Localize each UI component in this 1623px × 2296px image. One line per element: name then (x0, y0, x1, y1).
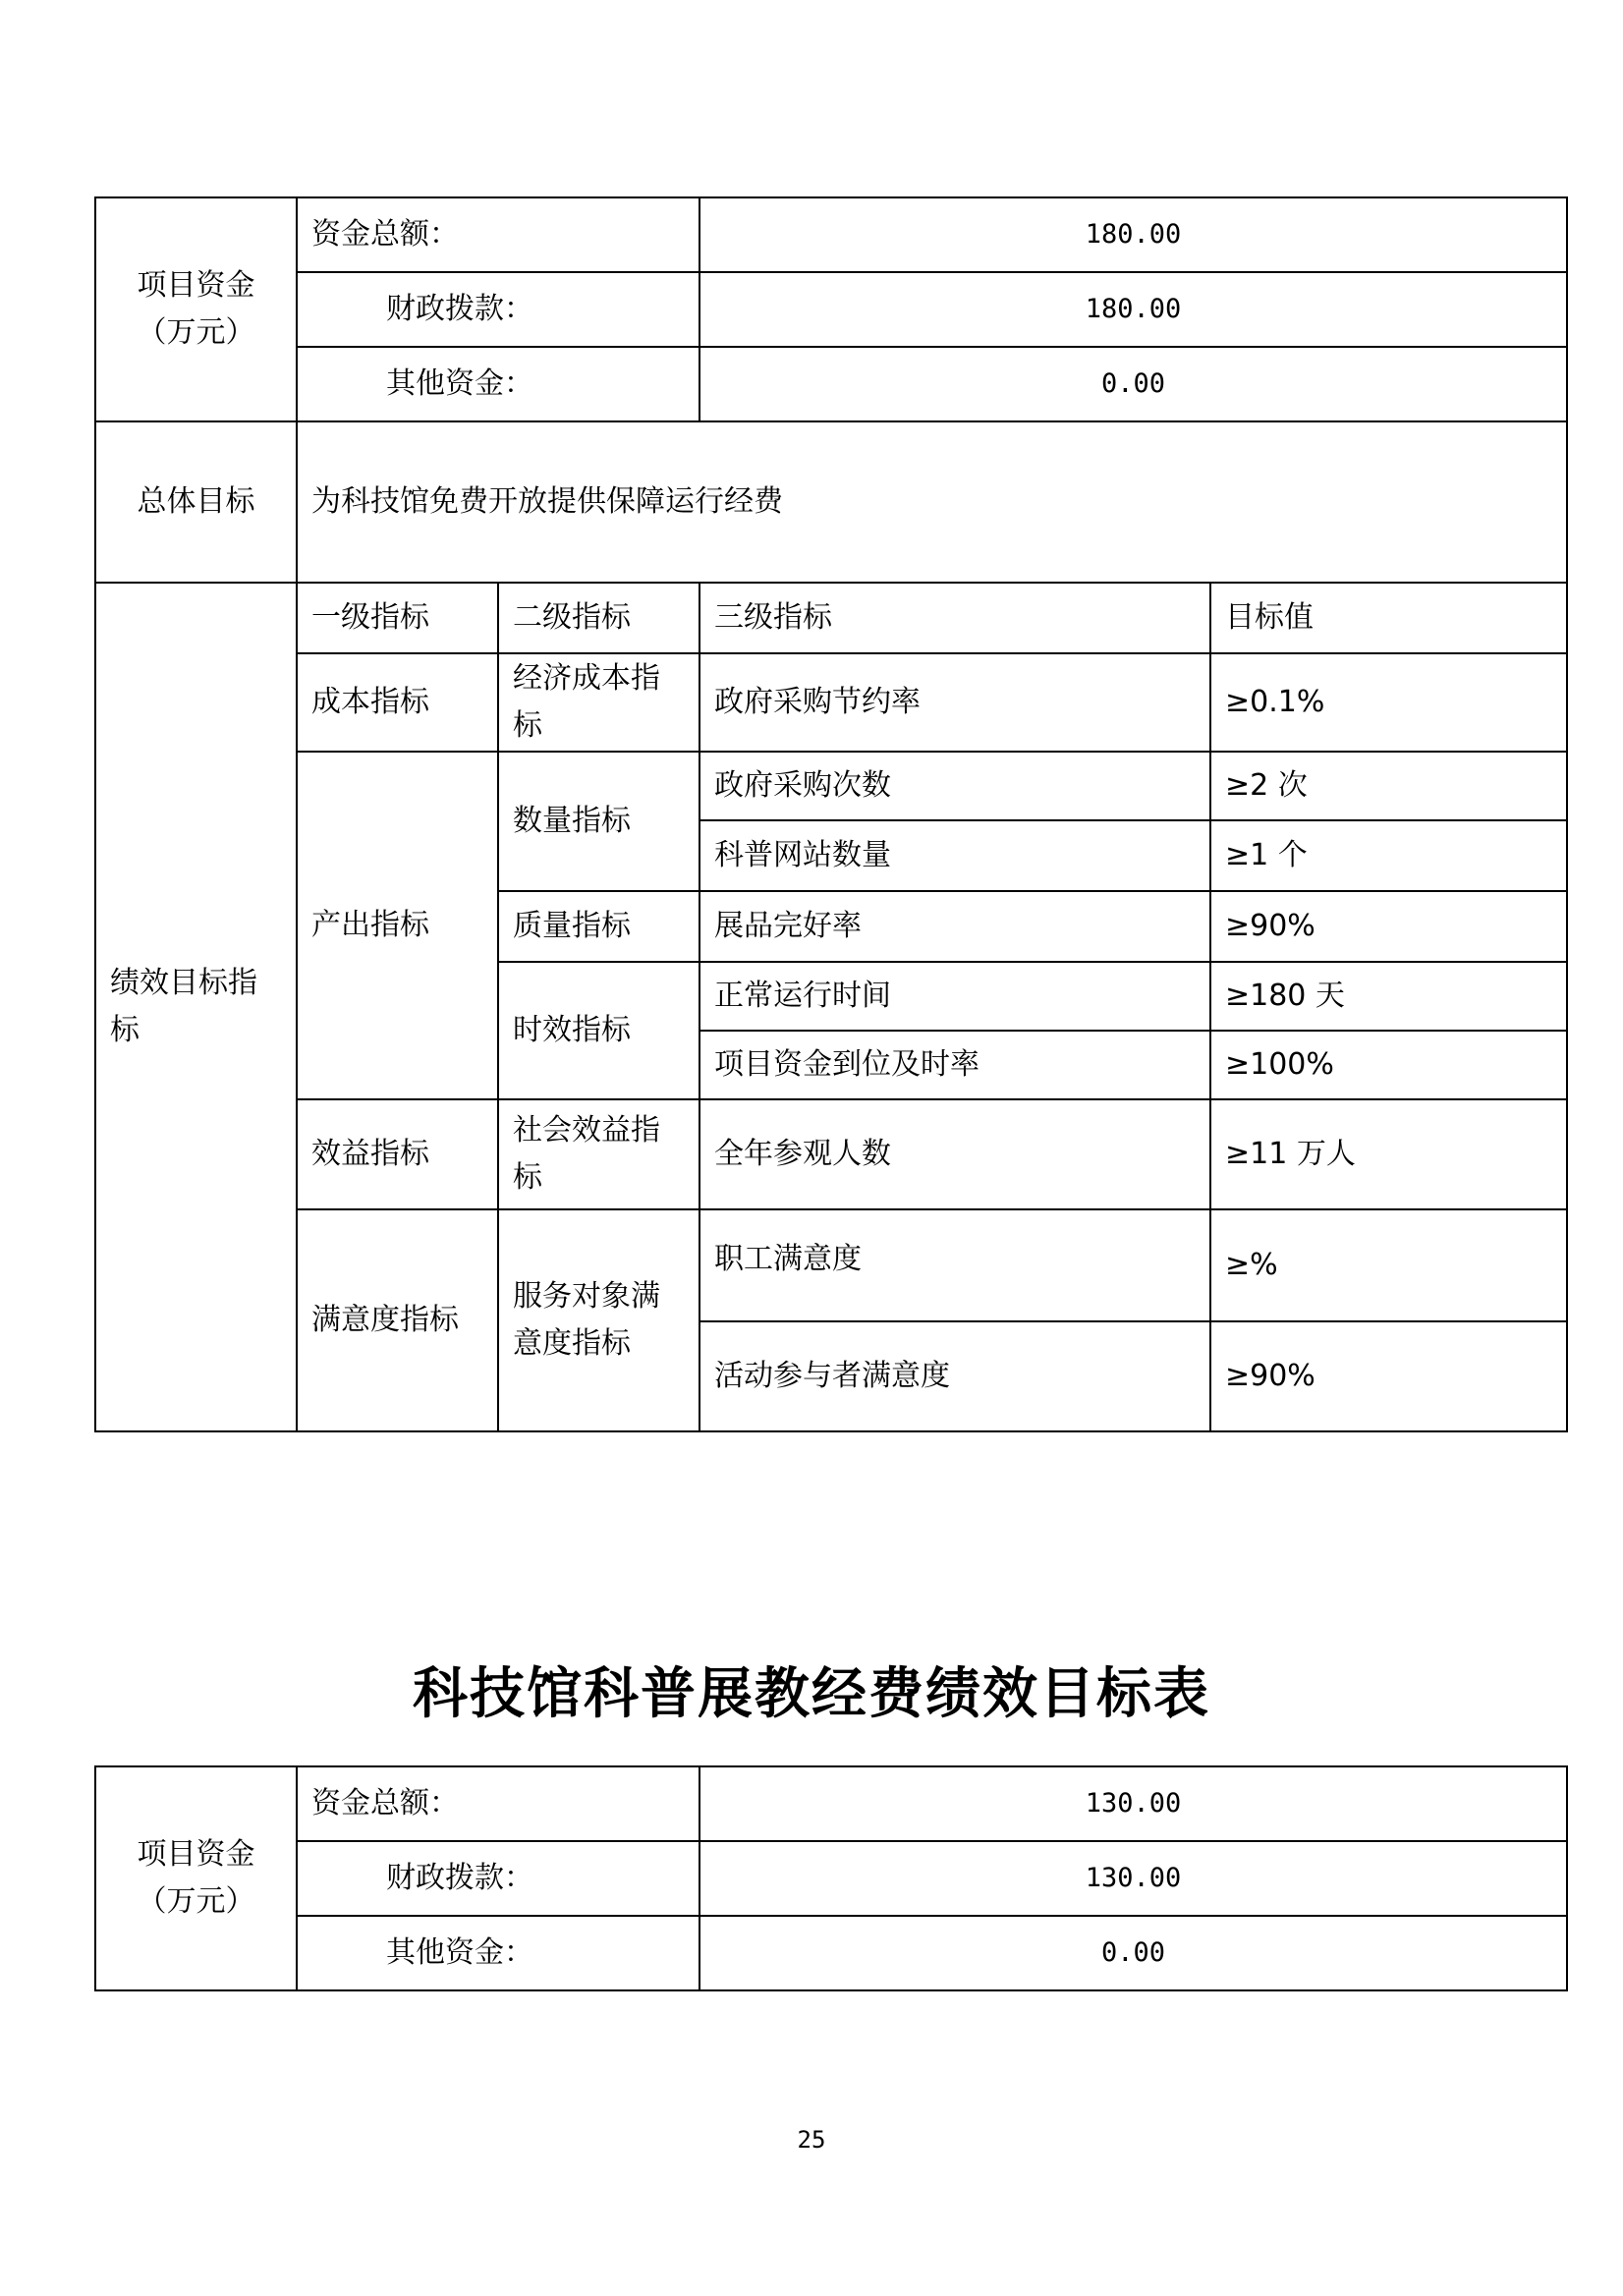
total-label-2: 资金总额： (297, 1766, 700, 1841)
satisfaction-level2: 服务对象满意度指标 (498, 1209, 700, 1431)
quantity-2-target: ≥1 个 (1210, 820, 1567, 891)
quality-target: ≥90% (1210, 891, 1567, 962)
overall-goal-value: 为科技馆免费开放提供保障运行经费 (297, 421, 1567, 583)
quality-level3: 展品完好率 (700, 891, 1210, 962)
header-level3: 三级指标 (700, 583, 1210, 653)
total-value-2: 130.00 (700, 1766, 1567, 1841)
fiscal-label-2: 财政拨款： (297, 1841, 700, 1916)
quantity-2-level3: 科普网站数量 (700, 820, 1210, 891)
quantity-1-level3: 政府采购次数 (700, 752, 1210, 820)
quantity-level2: 数量指标 (498, 752, 700, 891)
timeliness-1-level3: 正常运行时间 (700, 962, 1210, 1031)
satisfaction-2-target: ≥90% (1210, 1321, 1567, 1431)
header-level2: 二级指标 (498, 583, 700, 653)
cost-level2: 经济成本指标 (498, 653, 700, 752)
benefit-level1: 效益指标 (297, 1099, 498, 1209)
quantity-1-target: ≥2 次 (1210, 752, 1567, 820)
satisfaction-1-level3: 职工满意度 (700, 1209, 1210, 1321)
cost-level1: 成本指标 (297, 653, 498, 752)
benefit-level2: 社会效益指标 (498, 1099, 700, 1209)
total-label: 资金总额： (297, 197, 700, 272)
fiscal-value-2: 130.00 (700, 1841, 1567, 1916)
header-target: 目标值 (1210, 583, 1567, 653)
section-title: 科技馆科普展教经费绩效目标表 (413, 1661, 1210, 1726)
overall-goal-label: 总体目标 (95, 421, 297, 583)
total-value: 180.00 (700, 197, 1567, 272)
fiscal-value: 180.00 (700, 272, 1567, 347)
other-value: 0.00 (700, 347, 1567, 421)
satisfaction-level1: 满意度指标 (297, 1209, 498, 1431)
funding-label: 项目资金（万元） (95, 197, 297, 421)
other-label-2: 其他资金： (297, 1916, 700, 1990)
quality-level2: 质量指标 (498, 891, 700, 962)
performance-target-table-1 (94, 196, 1568, 1432)
cost-target: ≥0.1% (1210, 653, 1567, 752)
satisfaction-1-target: ≥% (1210, 1209, 1567, 1321)
timeliness-level2: 时效指标 (498, 962, 700, 1099)
performance-indicator-label: 绩效目标指标 (95, 583, 297, 1431)
timeliness-2-target: ≥100% (1210, 1031, 1567, 1099)
fiscal-label: 财政拨款： (297, 272, 700, 347)
performance-target-table-2 (94, 1765, 1568, 1991)
benefit-target: ≥11 万人 (1210, 1099, 1567, 1209)
other-value-2: 0.00 (700, 1916, 1567, 1990)
output-level1: 产出指标 (297, 752, 498, 1099)
header-level1: 一级指标 (297, 583, 498, 653)
page-number: 25 (797, 2126, 826, 2154)
funding-label-2: 项目资金（万元） (95, 1766, 297, 1990)
timeliness-2-level3: 项目资金到位及时率 (700, 1031, 1210, 1099)
satisfaction-2-level3: 活动参与者满意度 (700, 1321, 1210, 1431)
benefit-level3: 全年参观人数 (700, 1099, 1210, 1209)
cost-level3: 政府采购节约率 (700, 653, 1210, 752)
timeliness-1-target: ≥180 天 (1210, 962, 1567, 1031)
other-label: 其他资金： (297, 347, 700, 421)
